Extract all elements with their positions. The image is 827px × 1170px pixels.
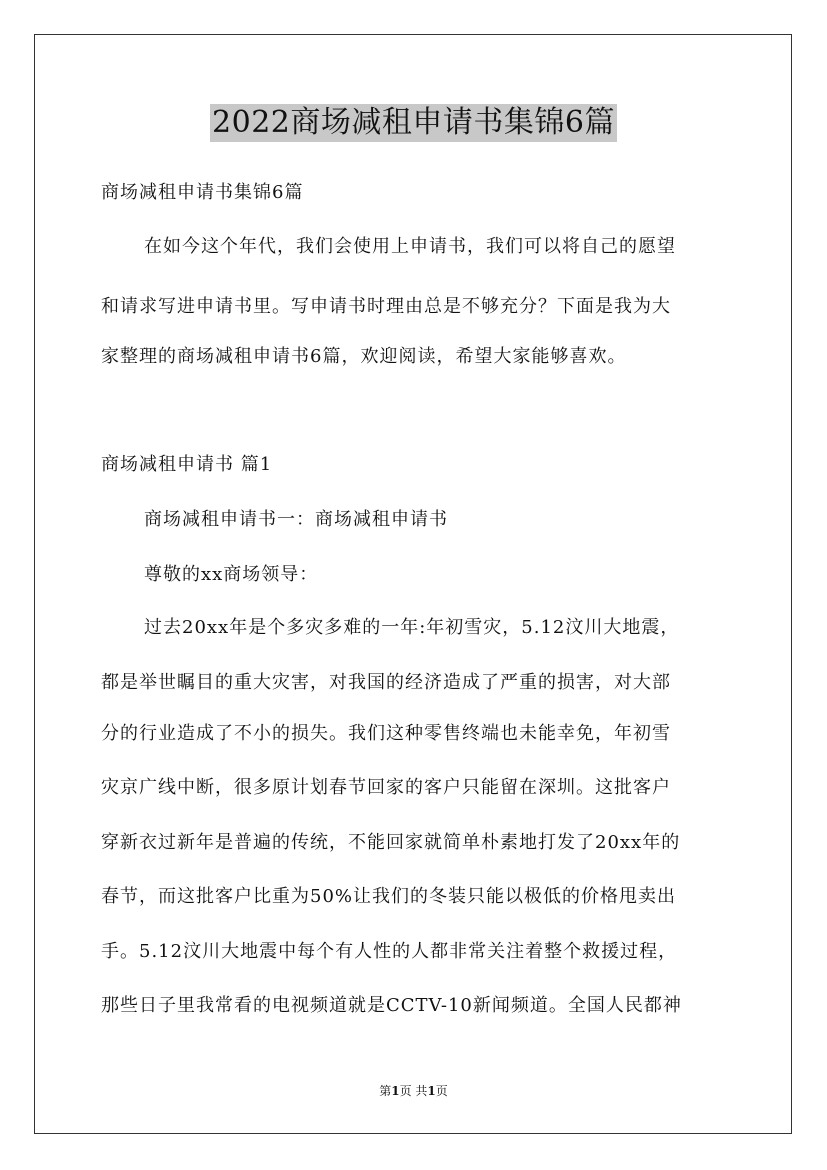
- intro-line: 在如今这个年代，我们会使用上申请书，我们可以将自己的愿望: [144, 236, 676, 257]
- section-subheading: 商场减租申请书一：商场减租申请书: [144, 509, 448, 530]
- body-line: 春节，而这批客户比重为50%让我们的冬装只能以极低的价格甩卖出: [101, 886, 677, 907]
- page-suffix: 页: [435, 1084, 448, 1098]
- document-title-wrap: [0, 104, 827, 142]
- document-subtitle: 商场减租申请书集锦6篇: [101, 182, 304, 203]
- section-heading: 商场减租申请书 篇1: [101, 454, 273, 475]
- body-line: 都是举世瞩目的重大灾害，对我国的经济造成了严重的损害，对大部: [101, 672, 671, 693]
- page-mid: 页 共: [399, 1084, 428, 1098]
- body-line: 穿新衣过新年是普遍的传统，不能回家就简单朴素地打发了20xx年的: [101, 832, 681, 853]
- body-line: 手。5.12汶川大地震中每个有人性的人都非常关注着整个救援过程，: [101, 941, 678, 962]
- body-line: 分的行业造成了不小的损失。我们这种零售终端也未能幸免，年初雪: [101, 723, 671, 744]
- page-total: 1: [427, 1084, 436, 1098]
- page-footer: [0, 1083, 827, 1099]
- page-prefix: 第: [379, 1084, 392, 1098]
- salutation: 尊敬的xx商场领导：: [144, 564, 319, 585]
- page-current: 1: [391, 1084, 400, 1098]
- body-line: 那些日子里我常看的电视频道就是CCTV-10新闻频道。全国人民都神: [101, 995, 682, 1016]
- intro-line: 和请求写进申请书里。写申请书时理由总是不够充分？下面是我为大: [101, 296, 671, 317]
- body-line: 过去20xx年是个多灾多难的一年:年初雪灾，5.12汶川大地震，: [144, 617, 680, 638]
- intro-line: 家整理的商场减租申请书6篇，欢迎阅读，希望大家能够喜欢。: [101, 346, 627, 367]
- body-line: 灾京广线中断，很多原计划春节回家的客户只能留在深圳。这批客户: [101, 777, 671, 798]
- document-title: 2022商场减租申请书集锦6篇: [212, 105, 615, 140]
